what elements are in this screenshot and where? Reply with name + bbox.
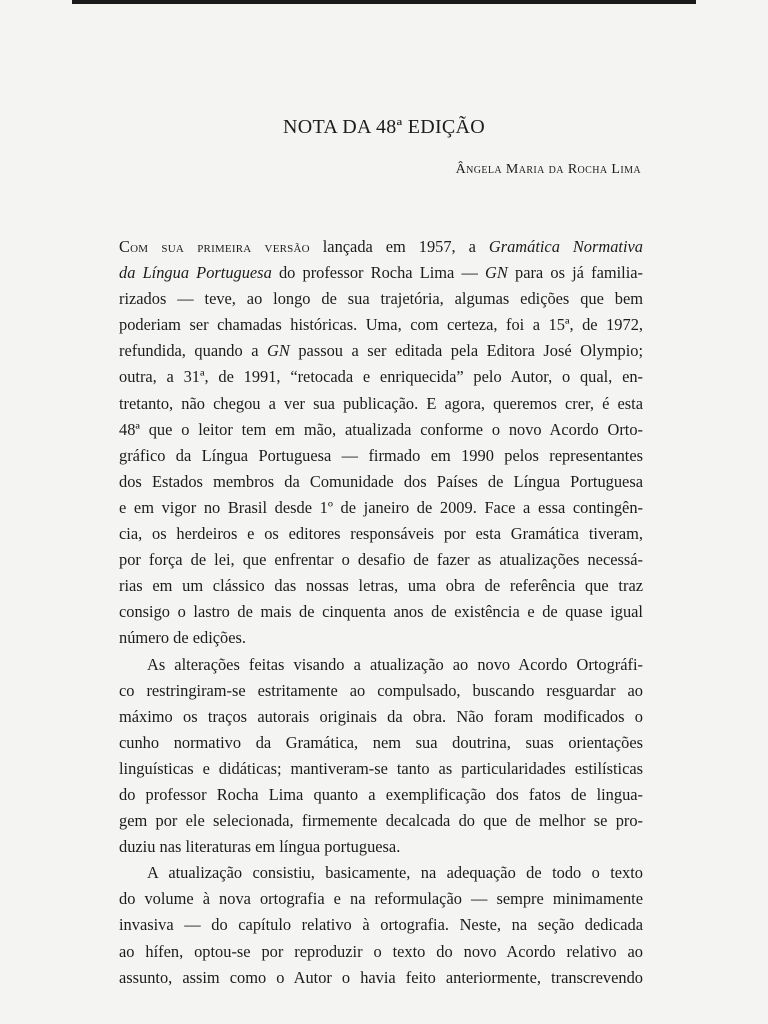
author-name: Ângela Maria da Rocha Lima bbox=[455, 162, 641, 177]
body-text bbox=[119, 234, 643, 991]
top-rule bbox=[72, 0, 696, 4]
paragraph-3: A atualização consistiu, basicamente, na adequação de todo o texto do volume à nova ortografia e na reformulação — sempre minimamente invasiva — do capítulo relativo à ortografia. Neste, na seção dedicada ao hífen, optou-se por reproduzir o texto do novo Acordo relativo ao assunto, assim como o Autor o havia feito anteriormente, transcrevendo bbox=[119, 863, 643, 987]
lead-in: Com sua primeira versão bbox=[119, 237, 310, 256]
page-title: NOTA DA 48ª EDIÇÃO bbox=[282, 116, 486, 138]
paragraph-2: As alterações feitas visando a atualização ao novo Acordo Ortográfi- co restringiram-se estritamente ao compulsado, buscando resguardar ao máximo os traços autorais originais da obra. Não foram modificados o cunho normativo da Gramática, nem sua doutrina, suas orientações linguísticas e didáticas; mantiveram-se tanto as particularidades estilísticas do professor Rocha Lima quanto a exemplificação dos fatos de lingua- gem por ele selecionada, firmemente decalcada do que de melhor se pro- duziu nas literaturas em língua portuguesa. bbox=[119, 654, 643, 857]
paragraph-1: Com sua primeira versão lançada em 1957, a Gramática Normativa da Língua Portuguesa do professor Rocha Lima — GN para os já familia- rizados — teve, ao longo de sua trajetória, algumas edições que bem poderiam ser chamadas históricas. Uma, com certeza, foi a 15ª, de 1972, refundida, quando a GN passou a ser editada pela Editora José Olympio; outra, a 31ª, de 1991, “retocada e enriquecida” pelo Autor, o qual, en- tretanto, não chegou a ver sua publicação. E agora, queremos crer, é esta 48ª que o leitor tem em mão, atualizada conforme o novo Acordo Orto- gráfico da Língua Portuguesa — firmado em 1990 pelos representantes dos Estados membros da Comunidade dos Países de Língua Portuguesa e em vigor no Brasil desde 1º de janeiro de 2009. Face a essa contingên- cia, os herdeiros e os editores responsáveis por esta Gramática tiveram, por força de lei, que enfrentar o desafio de fazer as atualizações necessá- rias em um clássico das nossas letras, uma obra de referência que traz consigo o lastro de mais de cinquenta anos de existência e de quase igual número de edições. bbox=[119, 237, 644, 648]
